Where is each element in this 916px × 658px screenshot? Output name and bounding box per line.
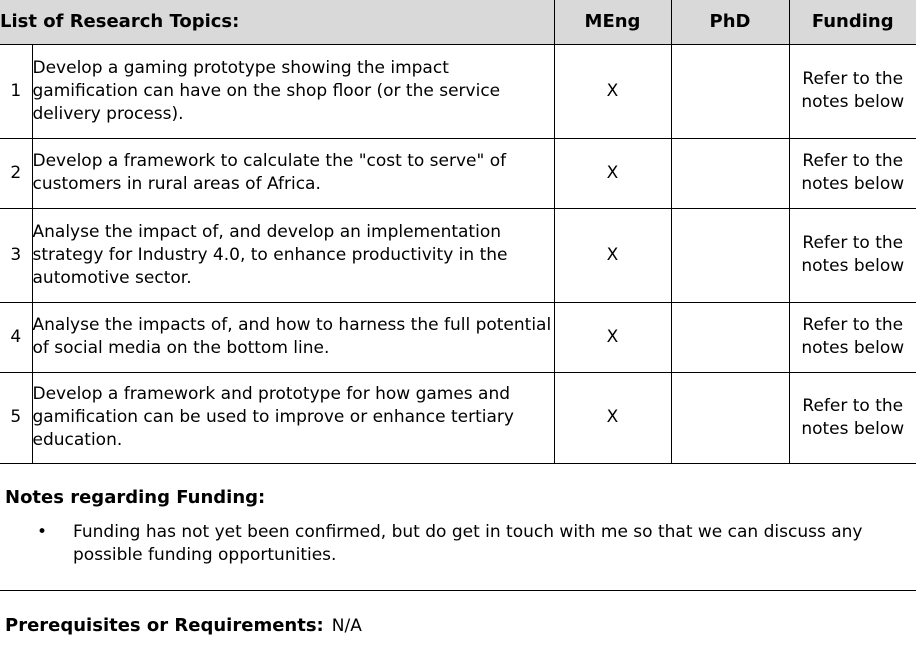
table-row	[0, 302, 916, 372]
prerequisites-line	[5, 614, 362, 638]
bullet-icon: •	[37, 522, 48, 542]
table-header-row	[0, 0, 916, 44]
funding-column-header: Funding	[789, 0, 916, 44]
phd-mark	[671, 44, 789, 138]
funding-note: Refer to the notes below	[801, 69, 905, 112]
prerequisites-value: N/A	[331, 616, 362, 636]
funding-note: Refer to the notes below	[801, 233, 905, 276]
topic-description: Analyse the impact of, and develop an implementation strategy for Industry 4.0, to enhance productivity in the automotive sector.	[32, 208, 554, 302]
phd-mark	[671, 138, 789, 208]
phd-column-header: PhD	[671, 0, 789, 44]
topic-number: 3	[0, 208, 32, 302]
funding-notes-heading: Notes regarding Funding:	[5, 487, 266, 508]
meng-mark: X	[554, 372, 671, 463]
topic-number: 4	[0, 302, 32, 372]
section-divider	[0, 590, 916, 591]
topic-description: Analyse the impacts of, and how to harness the full potential of social media on the bottom line.	[32, 302, 554, 372]
topic-number: 2	[0, 138, 32, 208]
phd-mark	[671, 208, 789, 302]
topic-description: Develop a framework to calculate the "cost to serve" of customers in rural areas of Africa.	[32, 138, 554, 208]
funding-cell	[789, 44, 916, 138]
topics-column-header: List of Research Topics:	[0, 0, 554, 44]
funding-cell	[789, 138, 916, 208]
topic-number: 5	[0, 372, 32, 463]
funding-cell	[789, 372, 916, 463]
table-row	[0, 44, 916, 138]
meng-mark: X	[554, 44, 671, 138]
funding-note-item: Funding has not yet been confirmed, but do get in touch with me so that we can discuss any possible funding opportunities.	[73, 522, 863, 565]
table-row	[0, 372, 916, 463]
phd-mark	[671, 372, 789, 463]
funding-cell	[789, 302, 916, 372]
phd-mark	[671, 302, 789, 372]
meng-mark: X	[554, 302, 671, 372]
topic-number: 1	[0, 44, 32, 138]
funding-note: Refer to the notes below	[801, 395, 905, 439]
table-row	[0, 138, 916, 208]
topic-description: Develop a gaming prototype showing the impact gamification can have on the shop floor (or the service delivery process).	[32, 44, 554, 138]
meng-mark: X	[554, 138, 671, 208]
meng-mark: X	[554, 208, 671, 302]
table-row	[0, 208, 916, 302]
funding-note: Refer to the notes below	[801, 151, 905, 194]
meng-column-header: MEng	[554, 0, 671, 44]
funding-note: Refer to the notes below	[801, 315, 905, 358]
prerequisites-label: Prerequisites or Requirements:	[5, 615, 324, 636]
topic-description: Develop a framework and prototype for how games and gamification can be used to improve or enhance tertiary education.	[32, 372, 554, 463]
funding-cell	[789, 208, 916, 302]
